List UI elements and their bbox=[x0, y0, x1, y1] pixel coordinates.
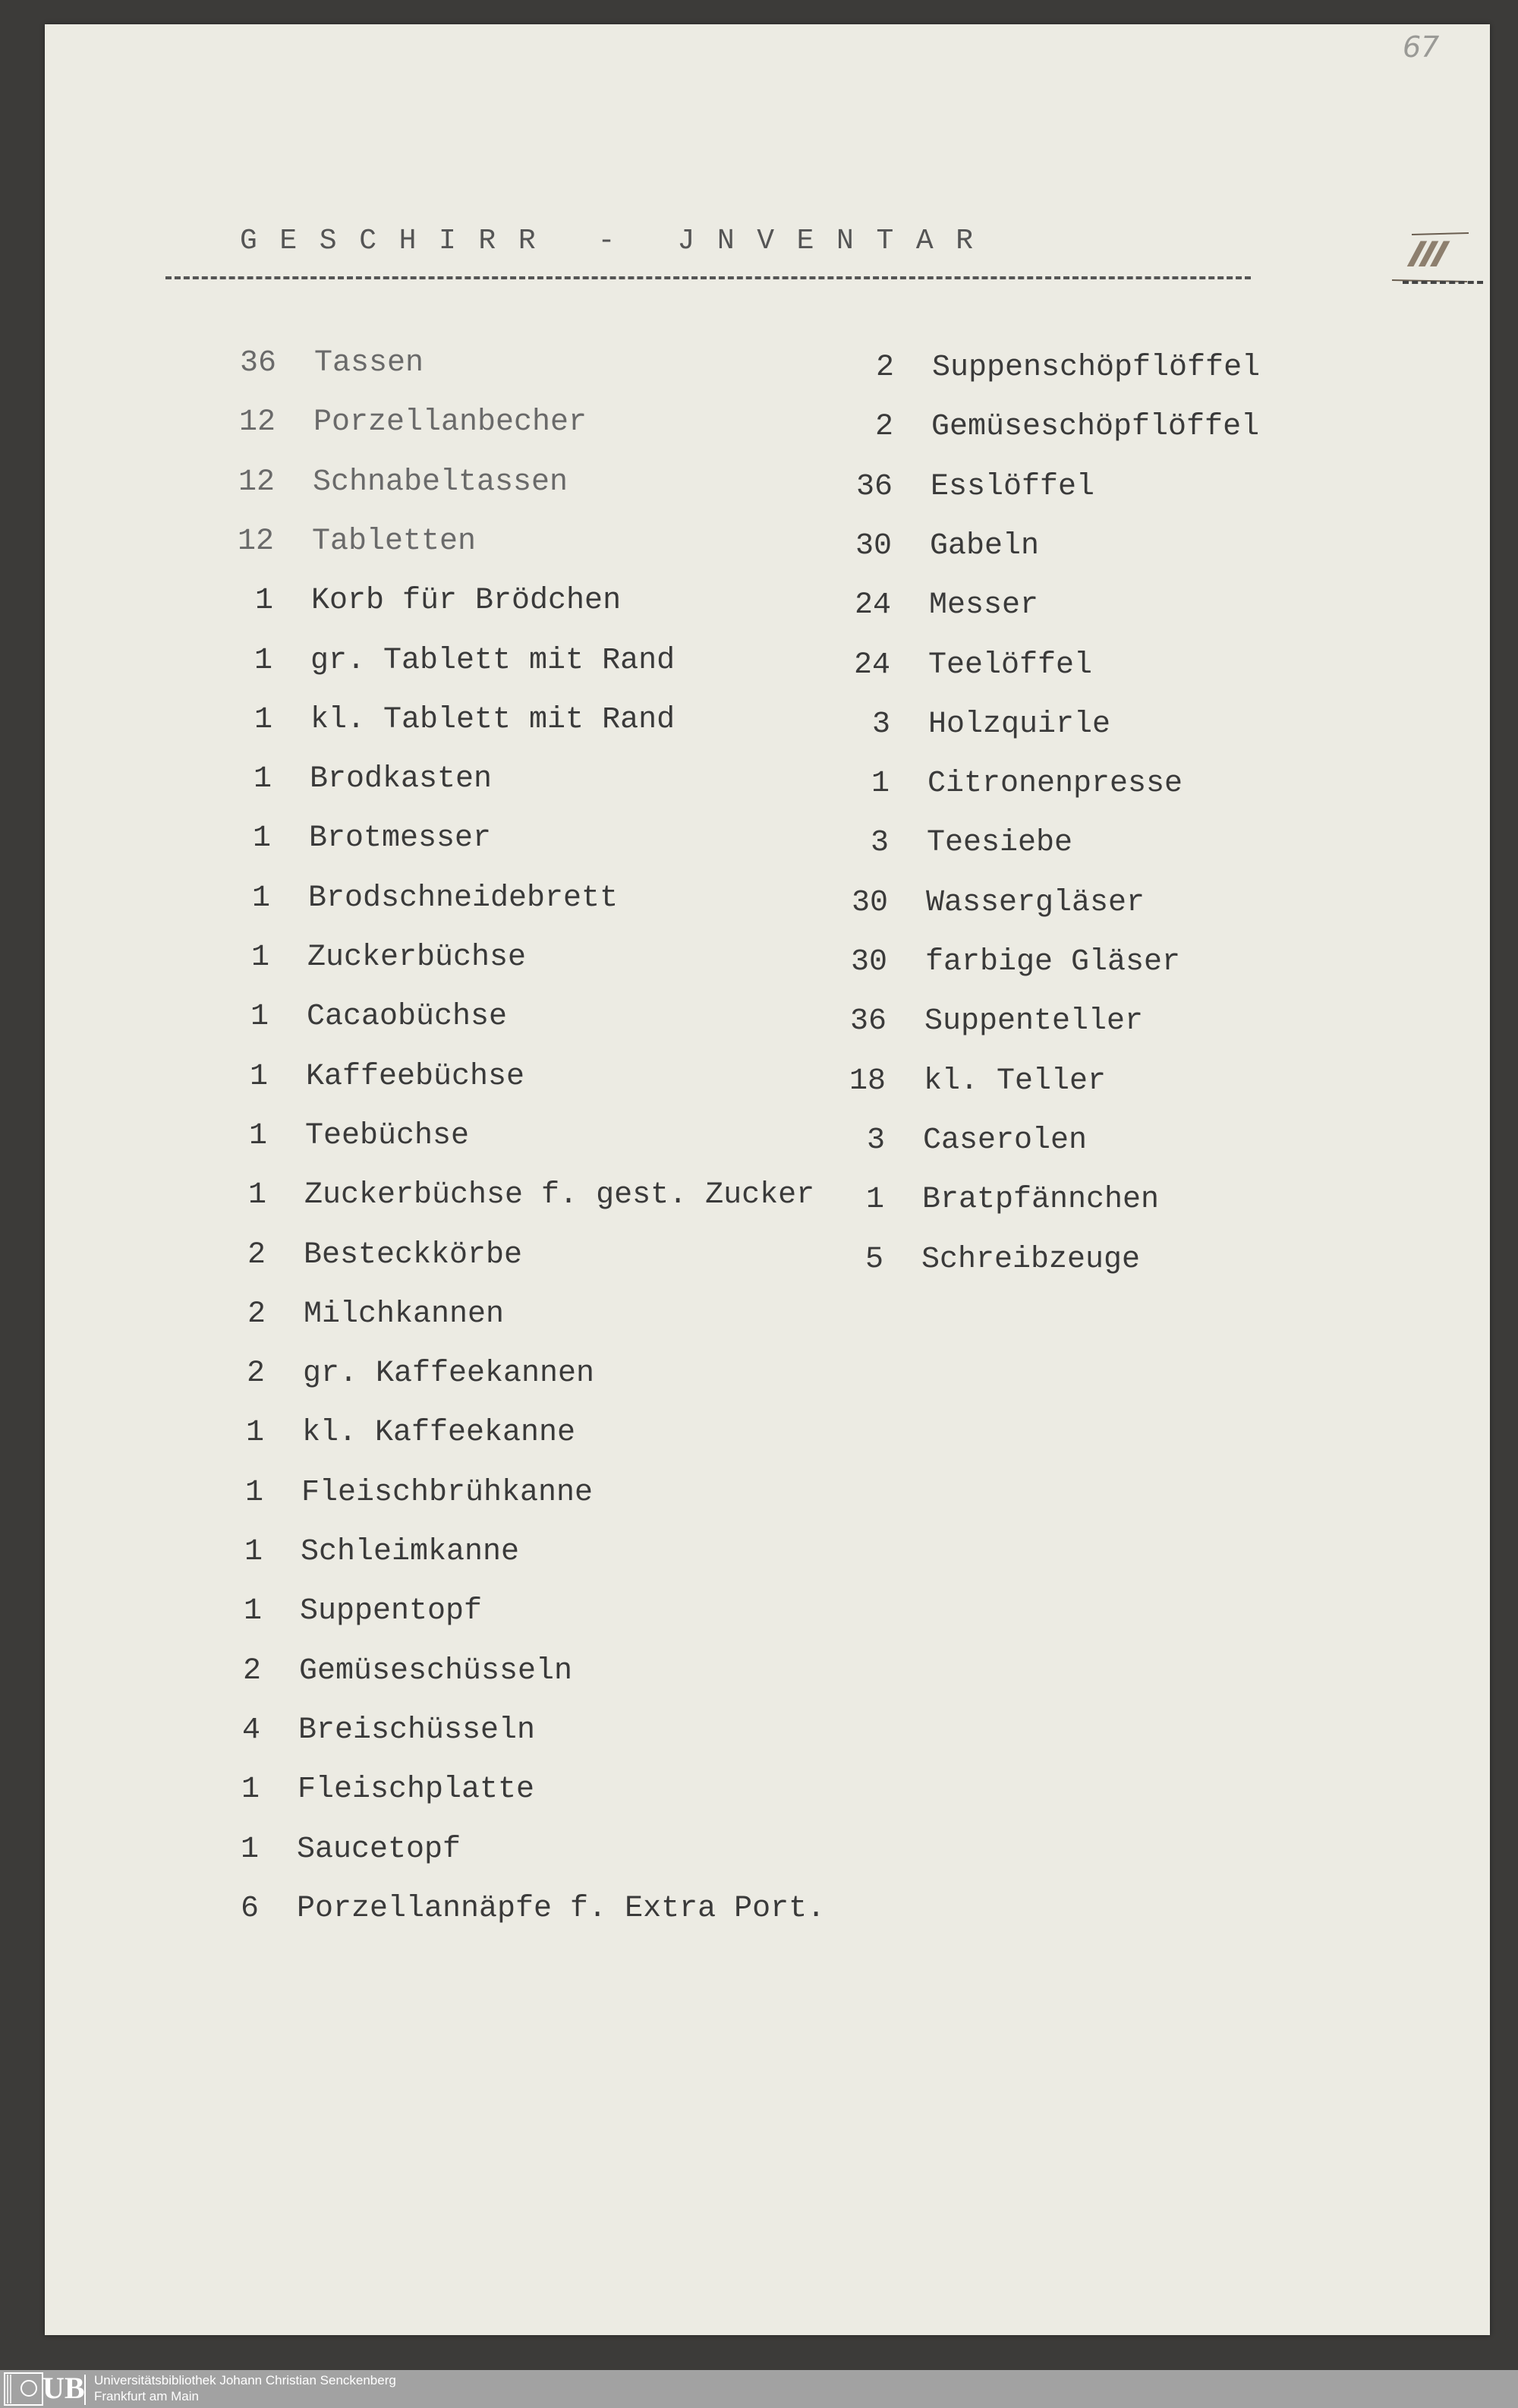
library-name-line1: Universitätsbibliothek Johann Christian Senckenberg bbox=[94, 2373, 396, 2388]
item-name: Schleimkanne bbox=[301, 1535, 520, 1569]
item-quantity: 1 bbox=[254, 702, 272, 737]
item-name: Milchkannen bbox=[304, 1297, 505, 1332]
inventory-row bbox=[0, 1241, 1141, 1279]
item-name: Kaffeebüchse bbox=[306, 1059, 525, 1094]
item-name: Brodschneidebrett bbox=[308, 881, 619, 916]
item-name: Porzellannäpfe f. Extra Port. bbox=[297, 1891, 826, 1926]
item-name: Gabeln bbox=[930, 528, 1040, 563]
item-name: Porzellanbecher bbox=[313, 405, 587, 440]
item-quantity: 1 bbox=[251, 881, 270, 916]
item-name: Fleischbrühkanne bbox=[301, 1475, 594, 1510]
item-quantity: 1 bbox=[243, 1594, 262, 1629]
item-quantity: 1 bbox=[250, 1000, 269, 1035]
item-quantity: 1 bbox=[254, 584, 273, 619]
section-mark-underline bbox=[1403, 281, 1483, 284]
item-name: Teesiebe bbox=[927, 826, 1073, 861]
inventory-row bbox=[0, 1890, 826, 1928]
item-name: Korb für Brödchen bbox=[311, 584, 622, 619]
item-quantity: 12 bbox=[238, 465, 275, 500]
title-underline bbox=[165, 276, 1251, 279]
inventory-row bbox=[0, 1181, 1160, 1219]
item-quantity: 18 bbox=[849, 1064, 886, 1098]
item-name: kl. Tablett mit Rand bbox=[310, 702, 676, 737]
item-quantity: 30 bbox=[850, 945, 887, 979]
item-quantity: 36 bbox=[239, 346, 276, 380]
item-name: Teebüchse bbox=[305, 1118, 470, 1153]
item-quantity: 36 bbox=[849, 1004, 887, 1039]
item-name: kl. Kaffeekanne bbox=[302, 1416, 576, 1451]
item-name: Fleischplatte bbox=[298, 1773, 535, 1808]
inventory-row bbox=[0, 1296, 505, 1334]
item-quantity: 12 bbox=[238, 405, 276, 440]
item-quantity: 1 bbox=[254, 643, 272, 678]
item-quantity: 2 bbox=[242, 1653, 261, 1688]
inventory-row bbox=[0, 1003, 1144, 1041]
inventory-row bbox=[0, 824, 1073, 862]
inventory-row bbox=[0, 1653, 573, 1691]
item-name: Zuckerbüchse f. gest. Zucker bbox=[304, 1178, 815, 1213]
item-quantity: 6 bbox=[240, 1891, 259, 1926]
item-name: Brodkasten bbox=[310, 762, 493, 797]
item-quantity: 1 bbox=[865, 1183, 884, 1218]
item-name: gr. Kaffeekannen bbox=[303, 1357, 595, 1392]
inventory-row bbox=[0, 587, 1039, 625]
item-name: Bratpfännchen bbox=[922, 1183, 1160, 1218]
page-number: 67 bbox=[1403, 30, 1440, 64]
inventory-row bbox=[0, 1831, 461, 1869]
inventory-row bbox=[0, 944, 1181, 982]
item-quantity: 1 bbox=[245, 1416, 264, 1451]
item-quantity: 1 bbox=[871, 767, 890, 802]
item-name: Tabletten bbox=[312, 524, 477, 559]
item-name: Teelöffel bbox=[928, 648, 1093, 682]
section-mark: III bbox=[1399, 234, 1456, 275]
inventory-row bbox=[0, 1414, 576, 1452]
item-name: kl. Teller bbox=[924, 1064, 1107, 1098]
inventory-row bbox=[0, 647, 1093, 685]
inventory-row bbox=[0, 1122, 1088, 1160]
item-name: Esslöffel bbox=[931, 469, 1095, 504]
item-name: Zuckerbüchse bbox=[307, 941, 527, 975]
item-quantity: 1 bbox=[248, 1118, 267, 1153]
item-name: Suppenteller bbox=[924, 1004, 1144, 1039]
item-name: Wassergläser bbox=[926, 885, 1145, 920]
item-name: Caserolen bbox=[923, 1123, 1088, 1158]
inventory-row bbox=[0, 706, 1111, 744]
item-name: Citronenpresse bbox=[927, 767, 1183, 802]
item-name: Tassen bbox=[314, 346, 424, 380]
item-name: Besteckkörbe bbox=[304, 1237, 523, 1272]
item-name: Messer bbox=[929, 588, 1039, 623]
inventory-row bbox=[0, 349, 1261, 387]
library-footer bbox=[0, 2370, 1518, 2408]
item-quantity: 1 bbox=[244, 1475, 263, 1510]
item-quantity: 1 bbox=[241, 1773, 260, 1808]
item-quantity: 1 bbox=[247, 1178, 266, 1213]
item-quantity: 2 bbox=[247, 1237, 266, 1272]
item-quantity: 1 bbox=[240, 1832, 259, 1867]
item-quantity: 4 bbox=[241, 1713, 260, 1748]
item-name: Gemüseschöpflöffel bbox=[931, 410, 1260, 445]
item-name: Suppentopf bbox=[300, 1594, 483, 1629]
item-quantity: 2 bbox=[874, 410, 893, 445]
inventory-row bbox=[0, 1533, 520, 1571]
item-quantity: 36 bbox=[855, 469, 893, 504]
item-name: Cacaobüchse bbox=[307, 1000, 508, 1035]
inventory-row bbox=[0, 765, 1183, 803]
item-name: Suppenschöpflöffel bbox=[932, 351, 1261, 385]
item-quantity: 1 bbox=[253, 762, 272, 797]
item-quantity: 24 bbox=[854, 588, 891, 623]
library-location: Frankfurt am Main bbox=[94, 2389, 199, 2403]
item-quantity: 2 bbox=[875, 351, 894, 385]
item-quantity: 2 bbox=[246, 1357, 265, 1392]
item-name: Brotmesser bbox=[309, 821, 492, 856]
item-quantity: 3 bbox=[866, 1123, 885, 1158]
inventory-row bbox=[0, 408, 1260, 446]
item-quantity: 3 bbox=[870, 826, 889, 861]
item-name: Schnabeltassen bbox=[313, 465, 568, 500]
item-name: farbige Gläser bbox=[925, 945, 1181, 979]
inventory-row bbox=[0, 528, 1040, 566]
item-quantity: 12 bbox=[237, 524, 274, 559]
item-quantity: 5 bbox=[865, 1242, 883, 1277]
item-name: Schreibzeuge bbox=[921, 1242, 1141, 1277]
document-title: GESCHIRR - JNVENTAR bbox=[240, 225, 996, 257]
item-quantity: 1 bbox=[249, 1059, 268, 1094]
inventory-row bbox=[0, 1712, 536, 1750]
inventory-row bbox=[0, 468, 1095, 506]
item-quantity: 3 bbox=[871, 707, 890, 742]
inventory-row bbox=[0, 884, 1145, 922]
item-quantity: 24 bbox=[853, 648, 890, 682]
item-name: Holzquirle bbox=[928, 707, 1111, 742]
item-name: Gemüseschüsseln bbox=[299, 1653, 573, 1688]
inventory-row bbox=[0, 1063, 1107, 1101]
item-quantity: 30 bbox=[855, 528, 892, 563]
inventory-row bbox=[0, 1771, 535, 1809]
logo-text: UB bbox=[43, 2371, 85, 2405]
item-name: Saucetopf bbox=[297, 1832, 461, 1867]
item-name: gr. Tablett mit Rand bbox=[310, 643, 676, 678]
item-quantity: 1 bbox=[252, 821, 271, 856]
inventory-row bbox=[0, 1593, 483, 1631]
item-quantity: 1 bbox=[250, 941, 269, 975]
item-quantity: 30 bbox=[851, 885, 888, 920]
inventory-row bbox=[0, 1355, 595, 1393]
inventory-row bbox=[0, 1474, 594, 1512]
item-name: Breischüsseln bbox=[298, 1713, 536, 1748]
item-quantity: 1 bbox=[244, 1535, 263, 1569]
library-name bbox=[94, 2372, 396, 2404]
item-quantity: 2 bbox=[247, 1297, 266, 1332]
